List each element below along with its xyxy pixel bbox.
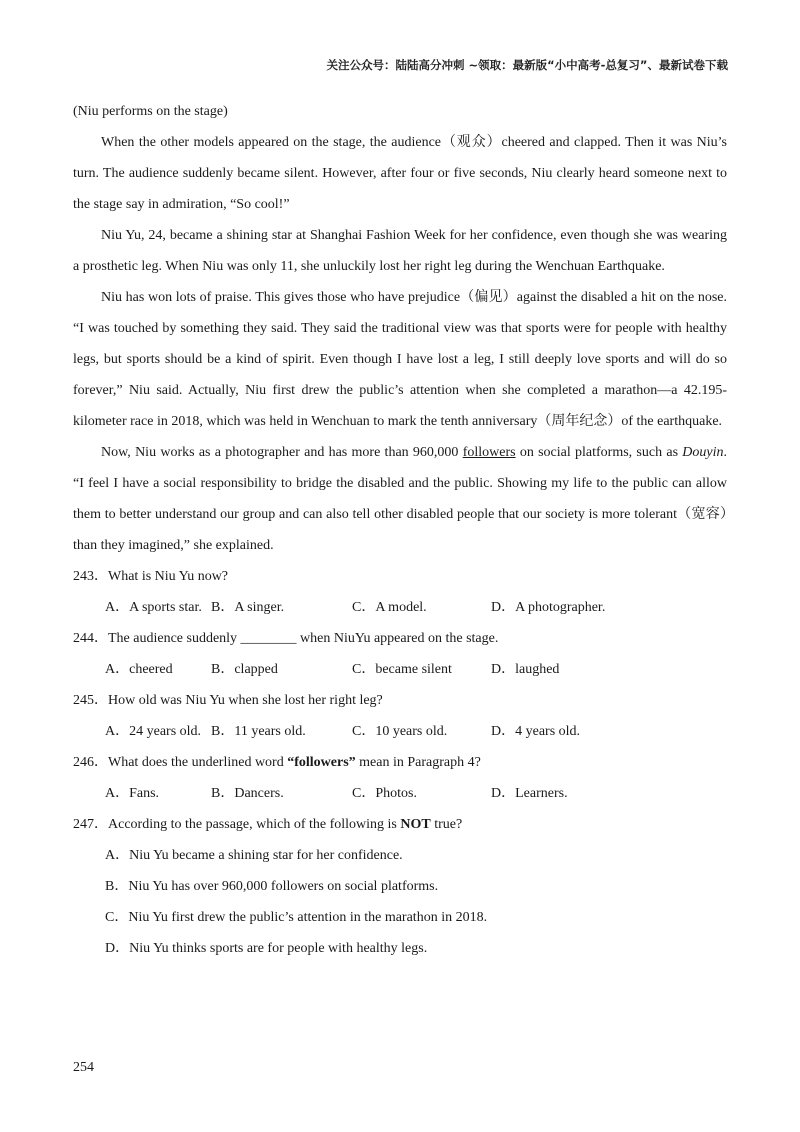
option-a: A．cheered <box>105 662 173 677</box>
question-243: 243．What is Niu Yu now? <box>73 569 229 584</box>
options-246 <box>73 778 727 809</box>
option-b: B．clapped <box>211 662 278 677</box>
question-246: 246．What does the underlined word “followers” mean in Paragraph 4? <box>73 755 481 770</box>
underlined-word-followers: followers <box>462 445 516 460</box>
question-244: 244．The audience suddenly ________ when NiuYu appeared on the stage. <box>73 631 499 646</box>
option-a: A．Niu Yu became a shining star for her confidence. <box>105 848 403 863</box>
paragraph-2: Niu Yu, 24, became a shining star at Shanghai Fashion Week for her confidence, even though she was wearing a prosthetic leg. When Niu was only 11, she unluckily lost her right leg during the Wenchuan Earthquake. <box>73 228 727 274</box>
option-c: C．became silent <box>352 662 452 677</box>
option-a: A．A sports star. <box>105 600 202 615</box>
options-245 <box>73 716 727 747</box>
option-a: A．Fans. <box>105 786 160 801</box>
option-b: B．Dancers. <box>211 786 284 801</box>
option-d: D．laughed <box>491 662 560 677</box>
option-b: B．11 years old. <box>211 724 306 739</box>
paragraph-1: When the other models appeared on the stage, the audience（观众）cheered and clapped. Then it was Niu’s turn. The audience suddenly became silent. However, after four or five seconds, Niu clearly heard someone next to the stage say in admiration, “So cool!” <box>73 135 727 212</box>
option-a: A．24 years old. <box>105 724 202 739</box>
bold-followers: “followers” <box>287 755 356 770</box>
paragraph-3: Niu has won lots of praise. This gives those who have prejudice（偏见）against the disabled a hit on the nose. “I was touched by something they said. They said the traditional view was that sports were for people with healthy legs, but sports should be a kind of spirit. Even though I have lost a leg, I still deeply love sports and will do so forever,” Niu said. Actually, Niu first drew the public’s attention when she completed a marathon—a 42.195-kilometer race in 2018, which was held in Wenchuan to mark the tenth anniversary（周年纪念）of the earthquake. <box>73 290 727 429</box>
option-d: D．Learners. <box>491 786 568 801</box>
options-247 <box>73 840 727 964</box>
bold-not: NOT <box>400 817 431 832</box>
option-c: C．A model. <box>352 600 427 615</box>
options-244 <box>73 654 727 685</box>
option-b: B．Niu Yu has over 960,000 followers on social platforms. <box>105 879 439 894</box>
document-body <box>73 96 727 964</box>
option-c: C．Niu Yu first drew the public’s attention in the marathon in 2018. <box>105 910 488 925</box>
paragraph-4: Now, Niu works as a photographer and has more than 960,000 followers on social platforms, such as Douyin. “I feel I have a social responsibility to bridge the disabled and the public. Showing my life to the public can allow them to better understand our group and can also tell other disabled people that our society is more tolerant（宽容）than they imagined,” she explained. <box>73 445 728 553</box>
question-245: 245．How old was Niu Yu when she lost her right leg? <box>73 693 383 708</box>
option-b: B．A singer. <box>211 600 285 615</box>
options-243 <box>73 592 727 623</box>
question-247: 247．According to the passage, which of the following is NOT true? <box>73 817 463 832</box>
option-d: D．4 years old. <box>491 724 581 739</box>
option-d: D．A photographer. <box>491 600 606 615</box>
option-c: C．Photos. <box>352 786 417 801</box>
page-number: 254 <box>73 1060 94 1075</box>
option-c: C．10 years old. <box>352 724 448 739</box>
option-d: D．Niu Yu thinks sports are for people with healthy legs. <box>105 941 428 956</box>
italic-douyin: Douyin <box>682 445 724 460</box>
image-caption: (Niu performs on the stage) <box>73 104 228 119</box>
page-header: 关注公众号：陆陆高分冲刺 ~领取：最新版“小中高考-总复习”、最新试卷下载 <box>326 58 728 72</box>
